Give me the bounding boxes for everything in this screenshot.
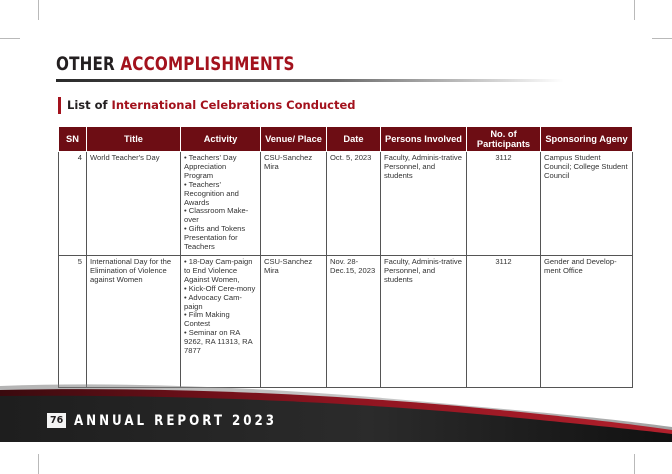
section-title-part2: ACCOMPLISHMENTS <box>120 53 295 75</box>
report-title: ANNUAL REPORT 2023 <box>74 412 278 429</box>
table-row <box>59 255 633 387</box>
cell-participants: 3112 <box>467 152 541 256</box>
column-header-sponsor: Sponsoring Ageny <box>541 127 633 152</box>
title-underline <box>56 79 564 82</box>
cell-participants: 3112 <box>467 255 541 387</box>
page-footer <box>47 412 313 429</box>
cell-sponsor: Campus Student Council; College Student Council <box>541 152 633 256</box>
cell-title: International Day for the Elimination of Violence against Women <box>87 255 181 387</box>
activity-item: • 18-Day Cam-paign to End Violence Against Women, <box>184 256 253 284</box>
column-header-persons: Persons Involved <box>381 127 467 152</box>
cell-date: Oct. 5, 2023 <box>327 152 381 256</box>
column-header-title: Title <box>87 127 181 152</box>
column-header-sn: SN <box>59 127 87 152</box>
cell-title: World Teacher's Day <box>87 152 181 256</box>
column-header-participants: No. of Participants <box>467 127 541 152</box>
caption-part1: List of <box>67 98 108 112</box>
crop-mark <box>38 0 39 20</box>
crop-mark <box>0 38 20 39</box>
crop-mark <box>634 454 635 474</box>
section-title <box>56 53 295 75</box>
page-number: 76 <box>47 413 66 428</box>
column-header-date: Date <box>327 127 381 152</box>
cell-date: Nov. 28-Dec.15, 2023 <box>327 255 381 387</box>
activity-item: • Teachers' Day Appreciation Program <box>184 153 237 180</box>
table-header-row <box>59 127 633 152</box>
celebrations-table <box>58 126 633 388</box>
activity-item: • Teachers' Recognition and Awards <box>184 179 239 207</box>
crop-mark <box>652 38 672 39</box>
cell-venue: CSU-Sanchez Mira <box>261 152 327 256</box>
activity-item: • Gifts and Tokens Presentation for Teachers <box>184 224 246 252</box>
column-header-activity: Activity <box>181 127 261 152</box>
column-header-venue: Venue/ Place <box>261 127 327 152</box>
cell-persons: Faculty, Adminis-trative Personnel, and students <box>381 255 467 387</box>
cell-sponsor: Gender and Develop-ment Office <box>541 255 633 387</box>
footer-swoosh <box>0 372 672 442</box>
caption-accent-bar <box>58 97 61 114</box>
cell-activity <box>181 255 261 387</box>
activity-item: • Advocacy Cam-paign <box>184 292 242 311</box>
caption-part2: International Celebrations Conducted <box>111 98 356 112</box>
cell-sn: 5 <box>59 255 87 387</box>
section-title-part1: OTHER <box>56 53 115 75</box>
cell-sn: 4 <box>59 152 87 256</box>
table-caption <box>58 96 355 114</box>
cell-venue: CSU-Sanchez Mira <box>261 255 327 387</box>
activity-item: • Kick-Off Cere-mony <box>184 283 256 293</box>
caption-text <box>67 98 355 112</box>
crop-mark <box>634 0 635 20</box>
crop-mark <box>38 454 39 474</box>
table-row <box>59 152 633 256</box>
cell-persons: Faculty, Adminis-trative Personnel, and students <box>381 152 467 256</box>
activity-item: • Classroom Make-over <box>184 206 249 225</box>
activity-item: • Film Making Contest <box>184 310 230 329</box>
activity-item: • Seminar on RA 9262, RA 11313, RA 7877 <box>184 328 253 356</box>
cell-activity <box>181 152 261 256</box>
